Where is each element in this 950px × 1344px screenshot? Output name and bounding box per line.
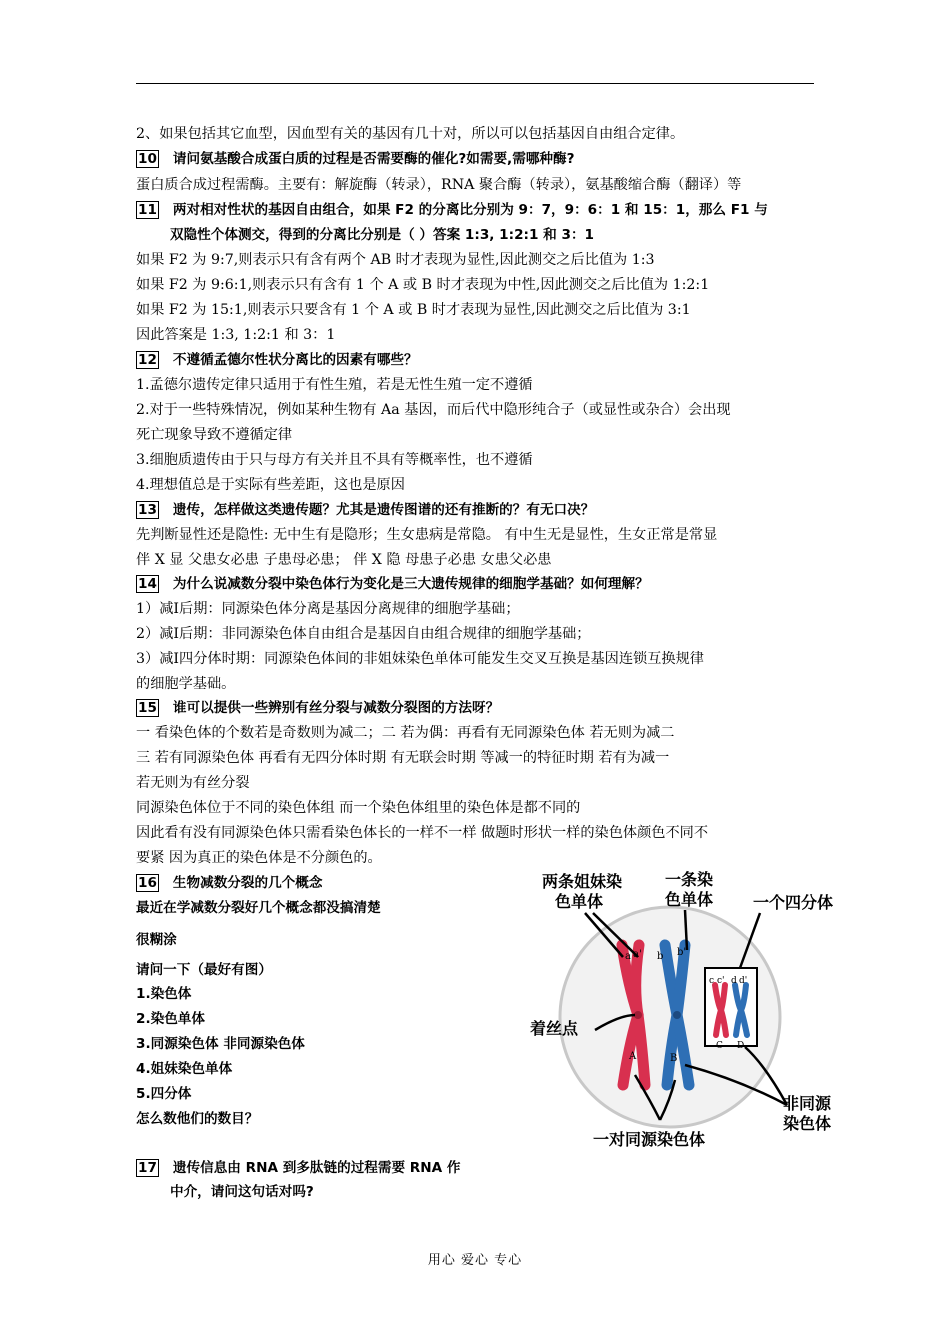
line-text: 最近在学减数分裂好几个概念都没搞清楚 [136,900,381,916]
line-text: 3.细胞质遗传由于只与母方有关并且不具有等概率性，也不遵循 [136,452,533,468]
line-text: 为什么说减数分裂中染色体行为变化是三大遗传规律的细胞学基础？如何理解？ [172,576,649,592]
question-number: 13 [138,502,157,518]
line-text: 2）减Ⅰ后期：非同源染色体自由组合是基因自由组合规律的细胞学基础； [136,626,591,642]
text-line [136,124,826,144]
question-number: 17 [138,1160,157,1176]
line-text: 2.对于一些特殊情况，例如某种生物有 Aa 基因，而后代中隐形纯合子（或显性或杂合）会出现 [136,402,731,418]
question-number: 11 [138,202,157,218]
label-one-chromatid-1: 一条染 [665,870,714,889]
text-line [136,425,826,445]
text-line [136,275,826,295]
text-line [136,624,826,644]
text-line [136,798,826,818]
text-line [136,325,826,345]
meiosis-figure [525,865,855,1155]
line-text: 1）减Ⅰ后期：同源染色体分离是基因分离规律的细胞学基础； [136,601,520,617]
label-homologous-pair: 一对同源染色体 [593,1130,706,1149]
line-text: 因此答案是 1:3, 1:2:1 和 3：1 [136,327,336,343]
line-text: 的细胞学基础。 [136,676,236,692]
text-line [136,175,826,195]
text-line [136,550,826,570]
label-non-homologous-2: 染色体 [783,1114,832,1133]
text-line [136,450,826,470]
question-line [136,698,826,718]
line-text: 1.孟德尔遗传定律只适用于有性生殖，若是无性生殖一定不遵循 [136,377,533,393]
question-line [136,1158,826,1178]
line-text: 3）减Ⅰ四分体时期：同源染色体间的非姐妹染色单体可能发生交叉互换是基因连锁互换规律 [136,651,704,667]
label-sister-chromatids-1: 两条姐妹染 [542,872,623,891]
line-text: 怎么数他们的数目？ [136,1111,259,1127]
letter-b-prime: b' [677,947,687,958]
line-text: 2.染色单体 [136,1011,205,1027]
line-text: 如果 F2 为 9:7,则表示只有含有两个 AB 时才表现为显性,因此测交之后比值为 1:3 [136,252,655,268]
letter-a: a [625,951,631,962]
line-text: 谁可以提供一些辨别有丝分裂与减数分裂图的方法呀？ [172,700,500,716]
line-text: 4.姐妹染色单体 [136,1061,233,1077]
letter-A: A [629,1051,637,1062]
text-line [136,375,826,395]
text-line [136,723,826,743]
text-line [136,674,826,694]
text-line [136,649,826,669]
page-footer: 用心 爱心 专心 [427,1253,523,1268]
text-line [136,748,826,768]
letter-b: b [657,951,664,962]
line-text: 2、如果包括其它血型，因血型有关的基因有几十对，所以可以包括基因自由组合定律。 [136,126,685,142]
line-text: 遗传，怎样做这类遗传题？尤其是遗传图谱的还有推断的？有无口决？ [172,502,595,518]
label-sister-chromatids-2: 色单体 [555,892,604,911]
line-text: 如果 F2 为 9:6:1,则表示只有含有 1 个 A 或 B 时才表现为中性,因此测交之后比值为 1:2:1 [136,277,710,293]
question-line [136,574,826,594]
letter-D: D [737,1041,745,1051]
line-text: 双隐性个体测交，得到的分离比分别是（ ）答案 1:3, 1:2:1 和 3：1 [170,227,594,243]
line-text: 遗传信息由 RNA 到多肽链的过程需要 RNA 作 [172,1160,461,1176]
letter-d-prime: d' [739,976,748,986]
line-text: 很糊涂 [136,932,177,948]
question-number: 10 [138,151,157,167]
letter-c-prime: c' [717,976,725,986]
line-text: 不遵循孟德尔性状分离比的因素有哪些？ [172,352,418,368]
letter-d: d [731,976,737,986]
question-line [136,500,826,520]
letter-B: B [670,1053,678,1064]
line-text: 3.同源染色体 非同源染色体 [136,1036,305,1052]
question-number: 12 [138,352,157,368]
line-text: 三 若有同源染色体 再看有无四分体时期 有无联会时期 等减一的特征时期 若有为减一 [136,750,670,766]
text-line [136,400,826,420]
line-text: 若无则为有丝分裂 [136,775,250,791]
line-text: 1.染色体 [136,986,192,1002]
line-text: 4.理想值总是于实际有些差距，这也是原因 [136,477,405,493]
text-line [136,823,826,843]
line-text: 如果 F2 为 15:1,则表示只要含有 1 个 A 或 B 时才表现为显性,因此测交之后比值为 3:1 [136,302,691,318]
line-text: 一 看染色体的个数若是奇数则为减二；二 若为偶：再看有无同源染色体 若无则为减二 [136,725,675,741]
line-text: 请问一下（最好有图） [136,962,272,978]
label-tetrad: 一个四分体 [753,893,834,912]
text-line [136,300,826,320]
text-line [170,225,860,245]
question-line [136,350,826,370]
text-line [136,599,826,619]
question-line [136,149,826,169]
text-line [136,773,826,793]
line-text: 两对相对性状的基因自由组合，如果 F2 的分离比分别为 9：7，9：6：1 和 15：1，那么 F1 与 [172,202,768,218]
question-line [136,200,826,220]
question-number: 16 [138,875,157,891]
letter-c: c [709,976,715,986]
line-text: 同源染色体位于不同的染色体组 而一个染色体组里的染色体是都不同的 [136,800,581,816]
label-one-chromatid-2: 色单体 [665,890,714,909]
label-non-homologous-1: 非同源 [783,1094,832,1113]
letter-C: C [716,1041,723,1051]
line-text: 伴 X 显 父患女必患 子患母必患； 伴 X 隐 母患子必患 女患父必患 [136,552,552,568]
question-number: 14 [138,576,157,592]
line-text: 中介，请问这句话对吗? [170,1184,314,1200]
text-line [136,525,826,545]
question-number: 15 [138,700,157,716]
line-text: 5.四分体 [136,1086,192,1102]
text-line [170,1182,860,1202]
line-text: 生物减数分裂的几个概念 [172,875,323,891]
letter-a-prime: a' [633,949,642,960]
label-centromere: 着丝点 [530,1019,579,1038]
text-line [136,250,826,270]
line-text: 先判断显性还是隐性: 无中生有是隐形；生女患病是常隐。 有中生无是显性，生女正常是常显 [136,527,718,543]
line-text: 要紧 因为真正的染色体是不分颜色的。 [136,850,382,866]
line-text: 请问氨基酸合成蛋白质的过程是否需要酶的催化?如需要,需哪种酶? [172,151,575,167]
text-line [136,475,826,495]
line-text: 蛋白质合成过程需酶。主要有：解旋酶（转录），RNA 聚合酶（转录），氨基酸缩合酶（翻译）等 [136,177,742,193]
header-rule [136,83,814,84]
line-text: 因此看有没有同源染色体只需看染色体长的一样不一样 做题时形状一样的染色体颜色不同不 [136,825,709,841]
line-text: 死亡现象导致不遵循定律 [136,427,293,443]
